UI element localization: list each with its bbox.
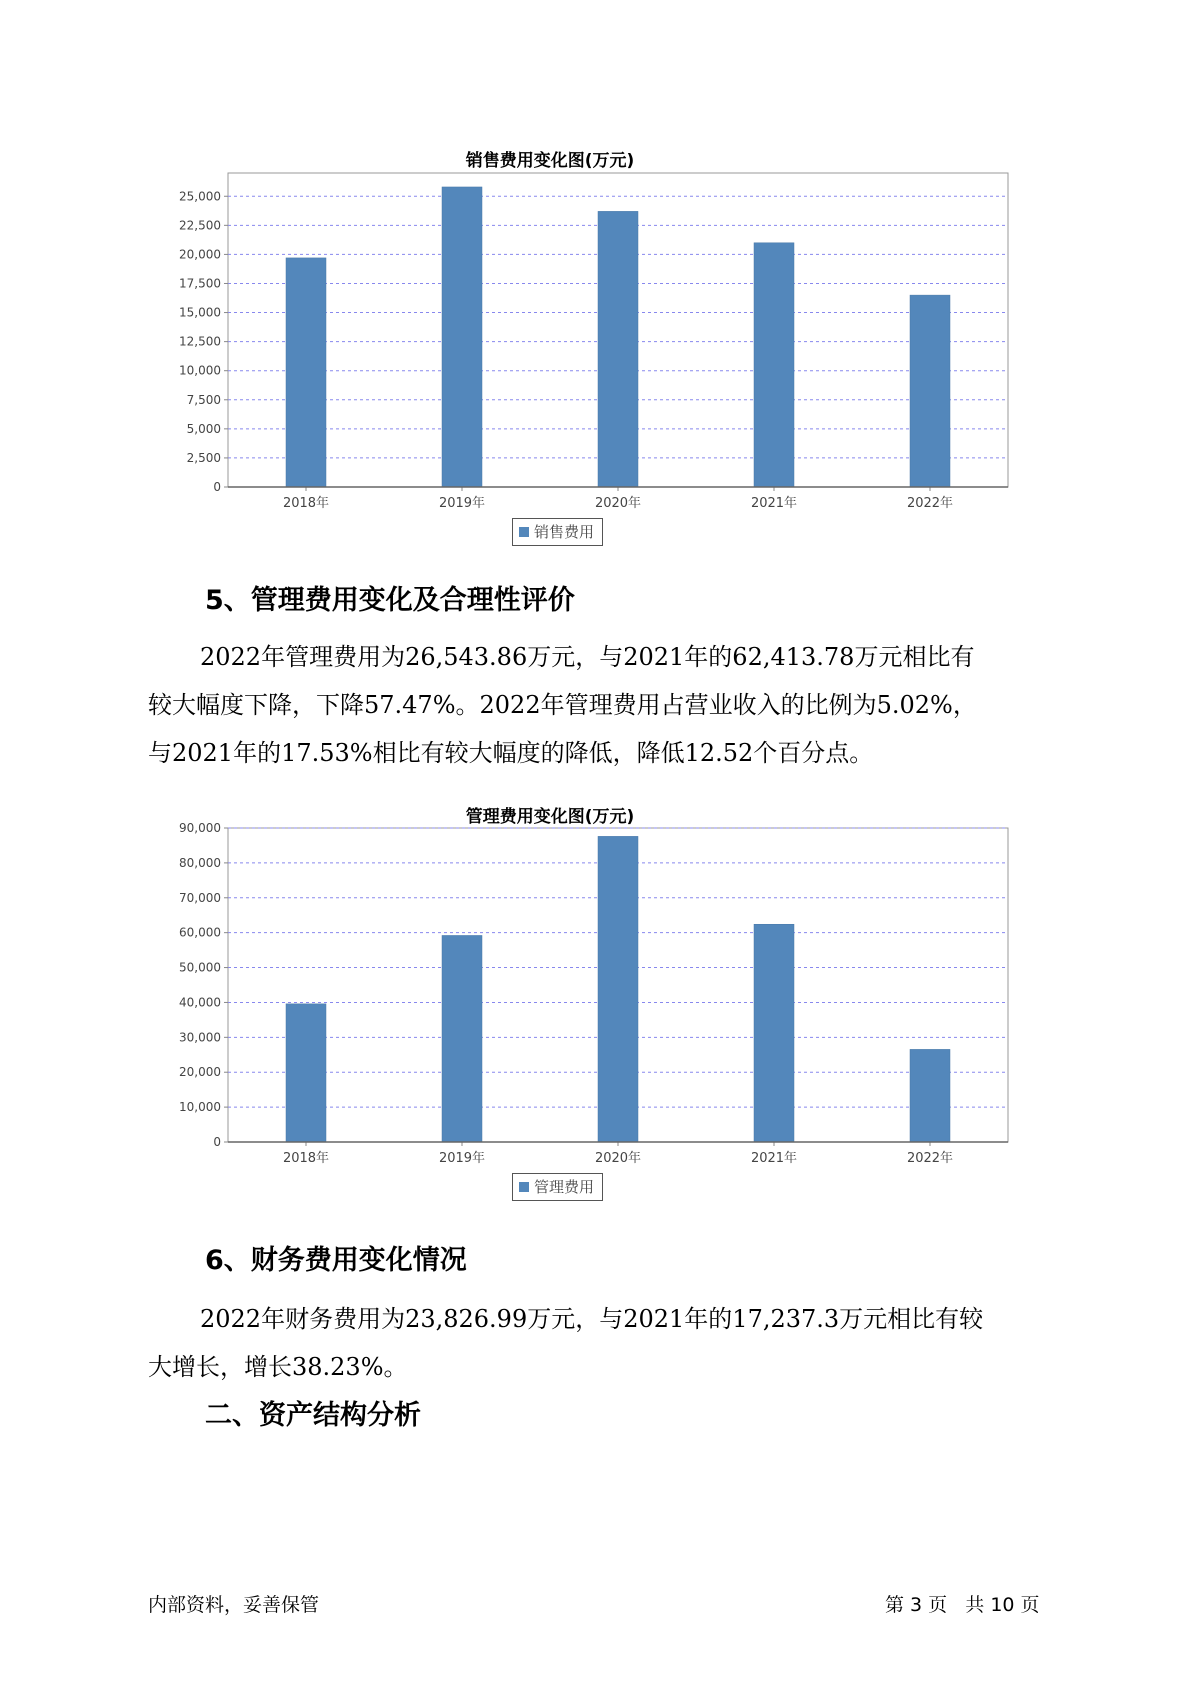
section-5-paragraph (148, 633, 1048, 777)
y-tick-label: 80,000 (179, 855, 221, 870)
y-tick-label: 10,000 (179, 363, 221, 378)
section-5-heading: 5、管理费用变化及合理性评价 (205, 585, 575, 616)
y-tick-label: 60,000 (179, 925, 221, 940)
chart-title-sales: 销售费用变化图(万元) (465, 151, 635, 171)
paragraph-line: 与2021年的17.53%相比有较大幅度的降低，降低12.52个百分点。 (148, 739, 874, 767)
y-tick-label: 0 (213, 480, 221, 494)
section-two-heading: 二、资产结构分析 (205, 1400, 421, 1431)
y-tick-label: 17,500 (179, 276, 221, 291)
y-tick-label: 10,000 (179, 1100, 221, 1115)
bar (598, 836, 638, 1142)
y-tick-label: 0 (213, 1135, 221, 1149)
x-tick-label: 2020年 (594, 496, 642, 511)
y-tick-label: 50,000 (179, 960, 221, 975)
bar (910, 295, 950, 487)
y-tick-label: 2,500 (186, 450, 221, 465)
y-tick-label: 30,000 (179, 1030, 221, 1045)
chart-legend-sales (512, 518, 603, 546)
legend-swatch-sales (519, 527, 529, 537)
legend-swatch-admin (519, 1182, 529, 1192)
paragraph-line: 大增长，增长38.23%。 (148, 1353, 408, 1381)
y-tick-label: 90,000 (179, 821, 221, 835)
paragraph-line: 2022年财务费用为23,826.99万元，与2021年的17,237.3万元相比有较 (200, 1305, 984, 1333)
paragraph-line: 2022年管理费用为26,543.86万元，与2021年的62,413.78万元相比有 (200, 643, 975, 671)
section-6-heading: 6、财务费用变化情况 (205, 1245, 467, 1276)
y-tick-label: 12,500 (179, 334, 221, 349)
chart-title-admin: 管理费用变化图(万元) (465, 807, 635, 827)
paragraph-line: 较大幅度下降，下降57.47%。2022年管理费用占营业收入的比例为5.02%， (148, 691, 977, 719)
chart-sales-expense (150, 170, 1020, 520)
chart-legend-admin (512, 1173, 603, 1201)
x-tick-label: 2019年 (438, 1151, 486, 1166)
legend-label-admin: 管理费用 (534, 1178, 595, 1196)
x-tick-label: 2020年 (594, 1151, 642, 1166)
y-tick-label: 25,000 (179, 189, 221, 204)
x-tick-label: 2019年 (438, 496, 486, 511)
bar (910, 1049, 950, 1142)
y-tick-label: 20,000 (179, 1065, 221, 1080)
footer-page-number: 第 3 页 共 10 页 (885, 1594, 1040, 1616)
bar (598, 211, 638, 487)
bar (286, 1004, 326, 1142)
x-tick-label: 2018年 (282, 496, 330, 511)
y-tick-label: 15,000 (179, 305, 221, 320)
x-tick-label: 2018年 (282, 1151, 330, 1166)
x-tick-label: 2021年 (750, 1151, 798, 1166)
bar (286, 258, 326, 487)
y-tick-label: 40,000 (179, 995, 221, 1010)
x-tick-label: 2021年 (750, 496, 798, 511)
y-tick-label: 20,000 (179, 247, 221, 262)
y-tick-label: 5,000 (186, 421, 221, 436)
bar (442, 935, 482, 1142)
legend-label-sales: 销售费用 (534, 523, 595, 541)
x-tick-label: 2022年 (906, 1151, 954, 1166)
y-tick-label: 70,000 (179, 890, 221, 905)
y-tick-label: 7,500 (186, 392, 221, 407)
y-tick-label: 22,500 (179, 218, 221, 233)
chart-admin-expense (150, 821, 1020, 1175)
x-tick-label: 2022年 (906, 496, 954, 511)
bar (754, 243, 794, 487)
footer-confidential-note: 内部资料，妥善保管 (148, 1594, 320, 1616)
bar (442, 187, 482, 487)
section-6-paragraph (148, 1295, 1048, 1391)
bar (754, 924, 794, 1142)
